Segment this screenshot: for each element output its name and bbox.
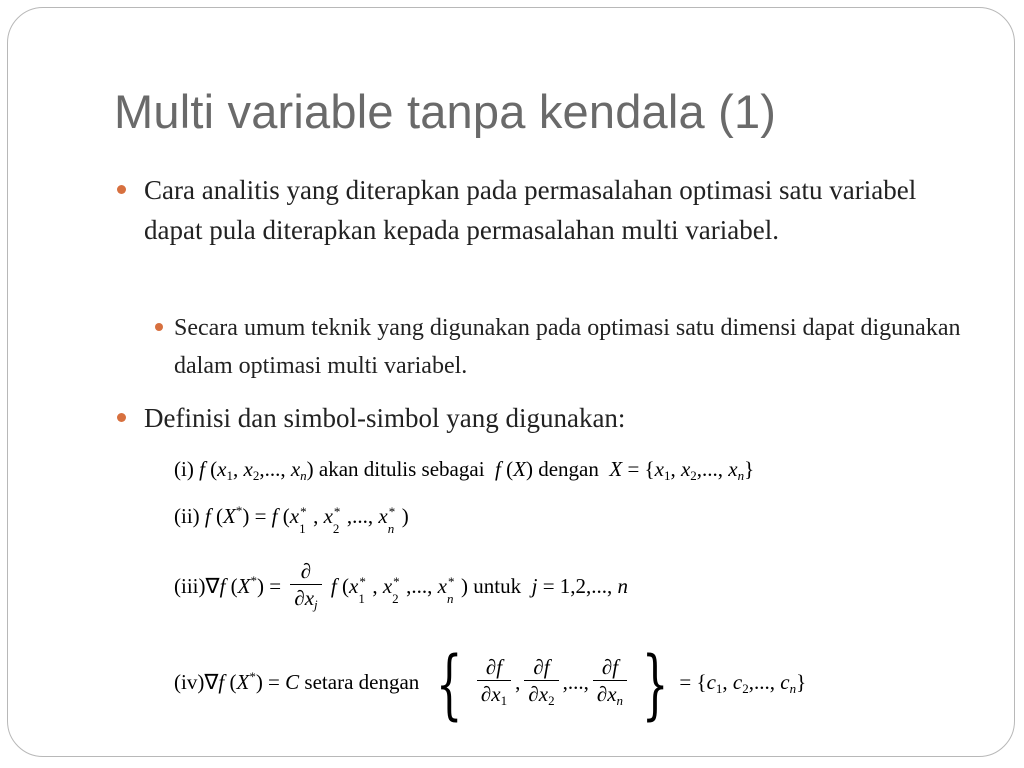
definition-i: (i) f ($x_1$, $x_2$,..., $x_n$) akan ditulis sebagai f (X) dengan $X = \{x_1$, $x_2$,..., $x_n$} bbox=[174, 457, 755, 483]
bullet-1: Cara analitis yang diterapkan pada permasalahan optimasi satu variabel dapat pula diterapkan kepada permasalahan multi variabel. bbox=[144, 175, 917, 245]
definition-i-text: akan ditulis sebagai bbox=[318, 457, 485, 481]
partial-fraction: $\frac{\partial f}{\partial x_1}$ bbox=[477, 654, 511, 714]
right-brace: } bbox=[641, 639, 669, 728]
left-brace: { bbox=[435, 639, 463, 728]
definition-ii: (ii) f (X*) = f (x * 1 , x * 2 ,..., x * n ) bbox=[174, 503, 409, 536]
bullet-2: Definisi dan simbol-simbol yang digunakan: bbox=[144, 403, 626, 433]
partial-fraction: $\frac{\partial f}{\partial x_n}$ bbox=[593, 654, 627, 714]
definition-ii-label: (ii) bbox=[174, 504, 200, 528]
definition-iii-label: (iii) bbox=[174, 573, 206, 598]
definition-iv: (iv)∇f (X*) = C setara dengan { $\frac{\partial f}{\partial x_1}$ , $\frac{\partial f}{\partial x_2}$ ,..., $\frac{\partial f}{\partial x_n}$ } = {$c_1$, $c_2$,..., $c_n$} bbox=[174, 639, 807, 728]
definition-iii-text: untuk bbox=[473, 573, 522, 598]
definition-iii: (iii)∇f (X*) = $\frac{\partial}{\partial x_j}$ f (x * 1 , x * 2 ,..., x * n ) untuk j = 1,2,..., n bbox=[174, 558, 628, 618]
bullet-dot bbox=[117, 185, 126, 194]
partial-fraction: $\frac{\partial f}{\partial x_2}$ bbox=[524, 654, 558, 714]
sub-bullet-dot bbox=[155, 323, 163, 331]
definition-iv-label: (iv) bbox=[174, 669, 205, 694]
bullet-dot bbox=[117, 413, 126, 422]
definition-i-label: (i) bbox=[174, 457, 194, 481]
sub-bullet-1: Secara umum teknik yang digunakan pada optimasi satu dimensi dapat digunakan dalam optimasi multi variabel. bbox=[174, 315, 961, 379]
partial-fraction: $\frac{\partial}{\partial x_j}$ bbox=[290, 558, 321, 618]
definition-i-text2: dengan bbox=[538, 457, 599, 481]
definition-iv-text: setara dengan bbox=[304, 669, 420, 694]
slide-title: Multi variable tanpa kendala (1) bbox=[114, 85, 777, 138]
